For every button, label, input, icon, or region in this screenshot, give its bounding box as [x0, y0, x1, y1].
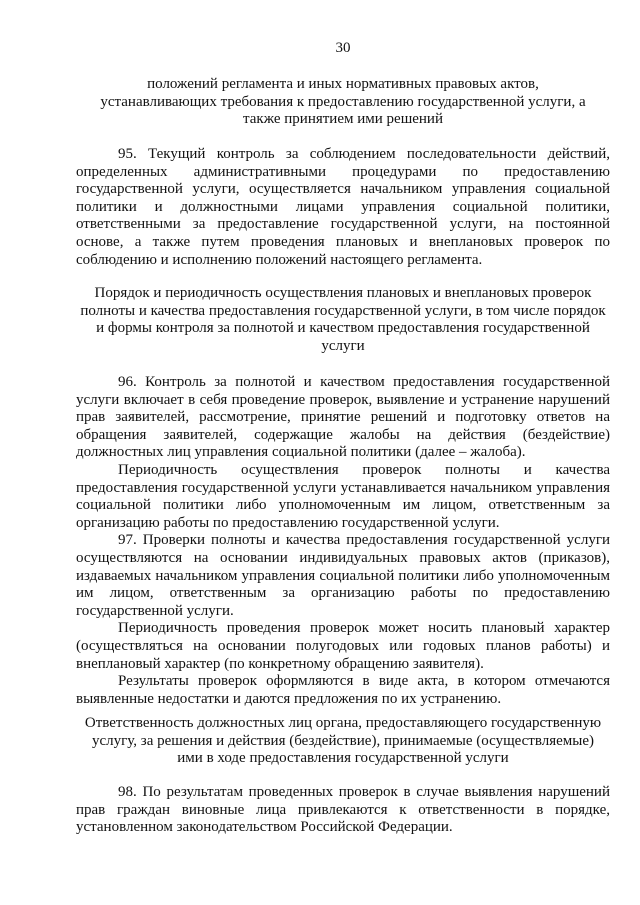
paragraph-97-text-2: Периодичность проведения проверок может носить плановый характер (осуществляться на основании полугодовых или годовых планов работы) и внеплановый характер (по конкретному обращению заявителя). [76, 620, 610, 672]
section-heading-periodicity [76, 285, 610, 355]
heading-responsibility-text: Ответственность должностных лиц органа, предоставляющего государственную услугу, за решения и действия (бездействие), принимаемые (осуществляемые) ими в ходе предоставления государственной услуги [84, 715, 602, 767]
paragraph-95-text: 95. Текущий контроль за соблюдением последовательности действий, определенных административными процедурами по предоставлению государственной услуги, осуществляется начальником управления социальной политики и должностными лицами управления социальной политики, ответственными за предоставление государственной услуги, на постоянной основе, а также путем проведения плановых и внеплановых проверок по соблюдению и исполнению положений настоящего регламента. [76, 146, 610, 268]
page-number: 30 [335, 40, 351, 56]
intro-heading-text: положений регламента и иных нормативных правовых актов, устанавливающих требования к предоставлению государственной услуги, а также принятием ими решений [100, 76, 586, 128]
heading-periodicity-text: Порядок и периодичность осуществления плановых и внеплановых проверок полноты и качества предоставления государственной услуги, в том числе порядок и формы контроля за полнотой и качеством предоставления государственной услуги [80, 285, 606, 354]
paragraph-96 [76, 374, 610, 708]
paragraph-96-text-2: Периодичность осуществления проверок полноты и качества предоставления государственной услуги устанавливается начальником управления социальной политики либо уполномоченным им лицом, ответственным за организацию работы по предоставлению государственной услуги. [76, 461, 610, 531]
section-heading-responsibility [76, 715, 610, 768]
paragraph-97-text-3: Результаты проверок оформляются в виде акта, в котором отмечаются выявленные недостатки и даются предложения по их устранению. [76, 673, 610, 707]
paragraph-97-text-1: 97. Проверки полноты и качества предоставления государственной услуги осуществляются на основании индивидуальных правовых актов (приказов), издаваемых начальником управления социальной политики либо уполномоченным им лицом, ответственным за организацию работы по предоставлению государственной услуги. [76, 532, 610, 619]
paragraph-98 [76, 784, 610, 837]
paragraph-96-text-1: 96. Контроль за полнотой и качеством предоставления государственной услуги включает в себя проведение проверок, выявление и устранение нарушений прав заявителей, рассмотрение, принятие решений и подготовку ответов на обращения заявителей, содержащие жалобы на действия (бездействие) должностных лиц управления социальной политики (далее – жалоба). [76, 374, 610, 461]
paragraph-95 [76, 146, 610, 269]
paragraph-98-text: 98. По результатам проведенных проверок в случае выявления нарушений прав граждан виновные лица привлекаются к ответственности в порядке, установленном законодательством Российской Федерации. [76, 784, 610, 836]
section-heading-continuation [76, 76, 610, 129]
